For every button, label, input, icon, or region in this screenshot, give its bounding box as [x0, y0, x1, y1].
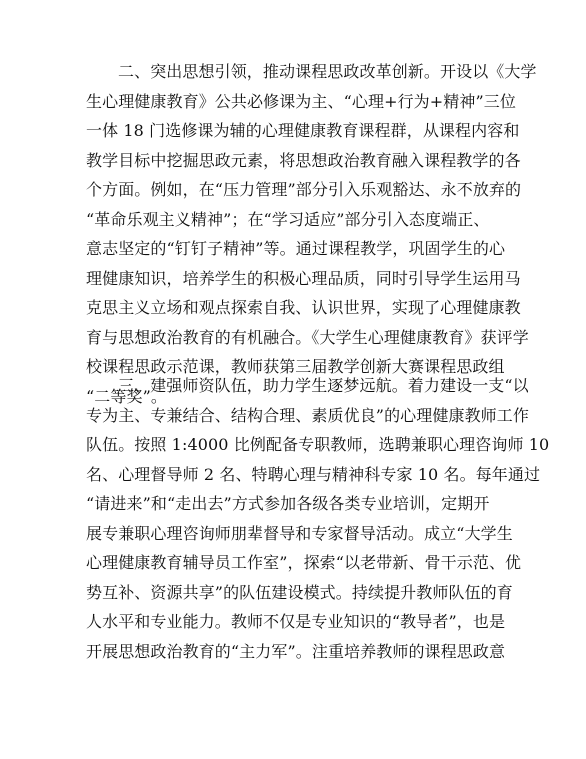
text-line: 校课程思政示范课，教师获第三届教学创新大赛课程思政组 [86, 357, 505, 376]
text-line: 心理健康教育辅导员工作室”，探索“以老带新、骨干示范、优 [86, 553, 522, 572]
text-line: 个方面。例如，在“压力管理”部分引入乐观豁达、永不放弃的 [86, 180, 522, 199]
paragraph-curriculum-reform [86, 57, 537, 411]
text-line: “革命乐观主义精神”；在“学习适应”部分引入态度端正、 [86, 209, 490, 229]
text-line: 一体 18 门选修课为辅的心理健康教育课程群，从课程内容和 [86, 121, 520, 140]
text-line: 克思主义立场和观点探索自我、认识世界，实现了心理健康教 [86, 298, 521, 317]
text-line: 三、建强师资队伍，助力学生逐梦远航。着力建设一支“以 [118, 376, 529, 395]
text-line: 开展思想政治教育的“主力军”。注重培养教师的课程思政意 [86, 641, 506, 661]
text-line: 意志坚定的“钉钉子精神”等。通过课程教学，巩固学生的心 [86, 239, 506, 258]
text-line: “二等奖”。 [86, 386, 167, 406]
text-line: 生心理健康教育》公共必修课为主、“心理+行为+精神”三位 [86, 91, 516, 111]
text-line: 展专兼职心理咨询师朋辈督导和专家督导活动。成立“大学生 [86, 523, 513, 543]
text-line: 队伍。按照 1:4000 比例配备专职教师，选聘兼职心理咨询师 10 [86, 435, 550, 454]
text-line: 专为主、专兼结合、结构合理、素质优良”的心理健康教师工作 [86, 405, 529, 425]
text-line: 理健康知识，培养学生的积极心理品质，同时引导学生运用马 [86, 268, 521, 288]
text-line: 势互补、资源共享”的队伍建设模式。持续提升教师队伍的育 [86, 582, 513, 602]
text-line: 教学目标中挖掘思政元素，将思想政治教育融入课程教学的各 [86, 150, 521, 170]
text-line: 人水平和专业能力。教师不仅是专业知识的“教导者”，也是 [86, 612, 506, 631]
text-line: 育与思想政治教育的有机融合。《大学生心理健康教育》获评学 [86, 327, 529, 347]
paragraph-faculty-building [86, 371, 550, 666]
text-line: 名、心理督导师 2 名、特聘心理与精神科专家 10 名。每年通过 [86, 464, 541, 484]
text-line: 二、突出思想引领，推动课程思政改革创新。开设以《大学 [118, 62, 537, 81]
text-line: “请进来”和“走出去”方式参加各级各类专业培训，定期开 [86, 494, 490, 513]
